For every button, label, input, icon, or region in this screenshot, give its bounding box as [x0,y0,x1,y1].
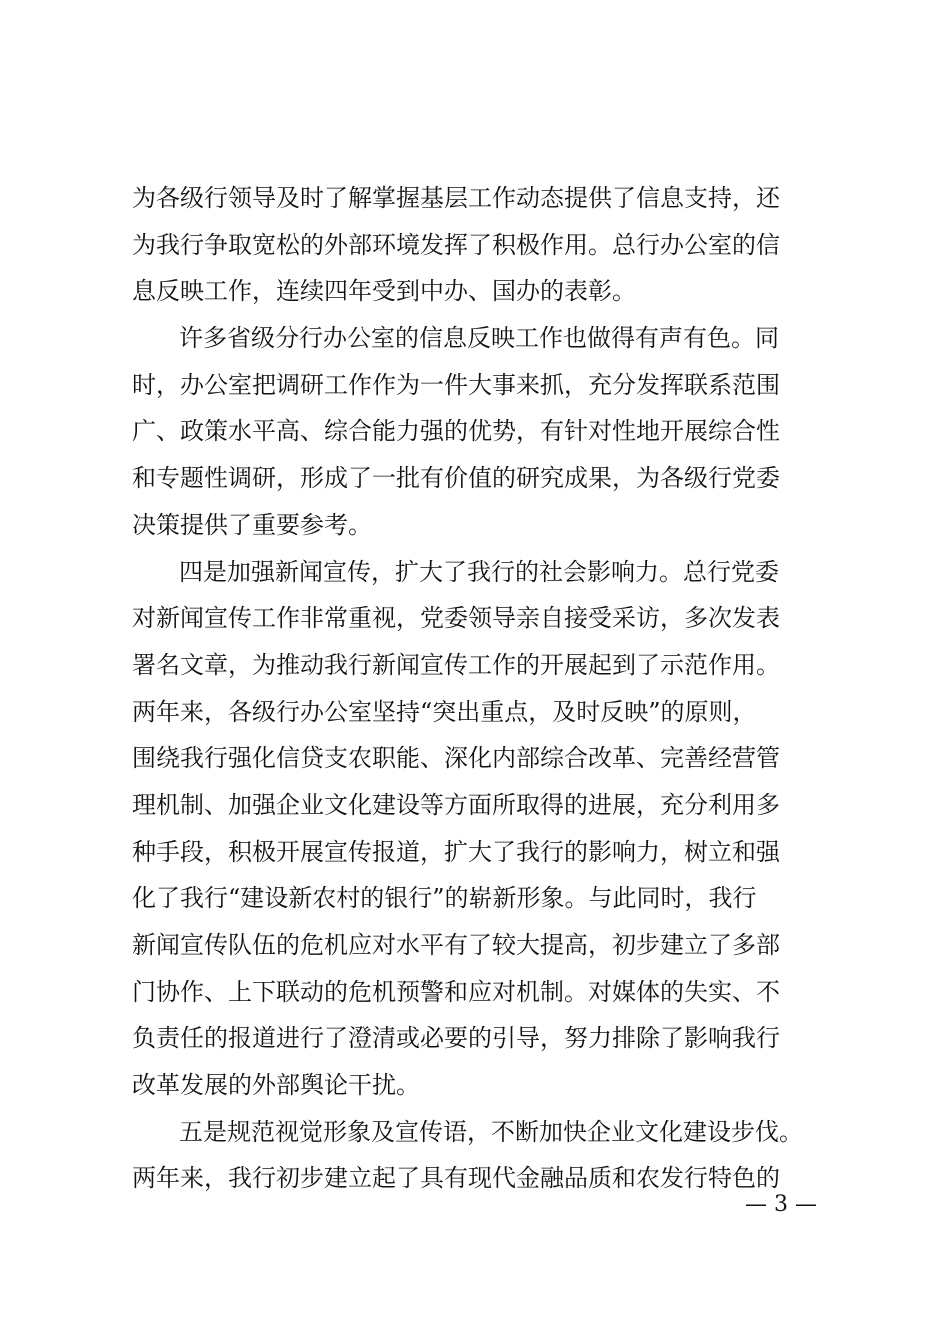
text-line: 理机制、加强企业文化建设等方面所取得的进展，充分利用多 [132,790,780,819]
paragraph-start-line: 四是加强新闻宣传，扩大了我行的社会影响力。总行党委 [179,557,779,586]
text-line: 新闻宣传队伍的危机应对水平有了较大提高，初步建立了多部 [132,931,780,959]
text-line: 改革发展的外部舆论干扰。 [132,1071,420,1100]
text-line: 息反映工作，连续四年受到中办、国办的表彰。 [132,277,636,306]
text-line: 化了我行“建设新农村的银行”的崭新形象。与此同时，我行 [132,884,757,913]
paragraph-start-line: 五是规范视觉形象及宣传语，不断加快企业文化建设步伐。 [179,1117,803,1146]
text-line: 为我行争取宽松的外部环境发挥了积极作用。总行办公室的信 [132,230,780,259]
text-line: 围绕我行强化信贷支农职能、深化内部综合改革、完善经营管 [132,744,780,773]
page-number: — 3 — [745,1192,817,1217]
text-line: 对新闻宣传工作非常重视，党委领导亲自接受采访，多次发表 [132,604,780,633]
paragraph-start-line: 许多省级分行办公室的信息反映工作也做得有声有色。同 [179,324,779,353]
text-line: 时，办公室把调研工作作为一件大事来抓，充分发挥联系范围 [132,370,780,399]
text-line: 广、政策水平高、综合能力强的优势，有针对性地开展综合性 [132,417,780,446]
text-line: 两年来，各级行办公室坚持“突出重点，及时反映”的原则， [132,697,757,726]
text-line: 决策提供了重要参考。 [132,510,372,539]
text-line: 和专题性调研，形成了一批有价值的研究成果，为各级行党委 [132,464,780,493]
text-line: 门协作、上下联动的危机预警和应对机制。对媒体的失实、不 [132,977,780,1006]
document-body [132,175,822,1202]
text-line: 负责任的报道进行了澄清或必要的引导，努力排除了影响我行 [132,1024,780,1053]
text-line: 署名文章，为推动我行新闻宣传工作的开展起到了示范作用。 [132,650,780,679]
text-line: 两年来，我行初步建立起了具有现代金融品质和农发行特色的 [132,1164,780,1193]
text-line: 为各级行领导及时了解掌握基层工作动态提供了信息支持，还 [132,184,780,212]
text-line: 种手段，积极开展宣传报道，扩大了我行的影响力，树立和强 [132,837,780,866]
